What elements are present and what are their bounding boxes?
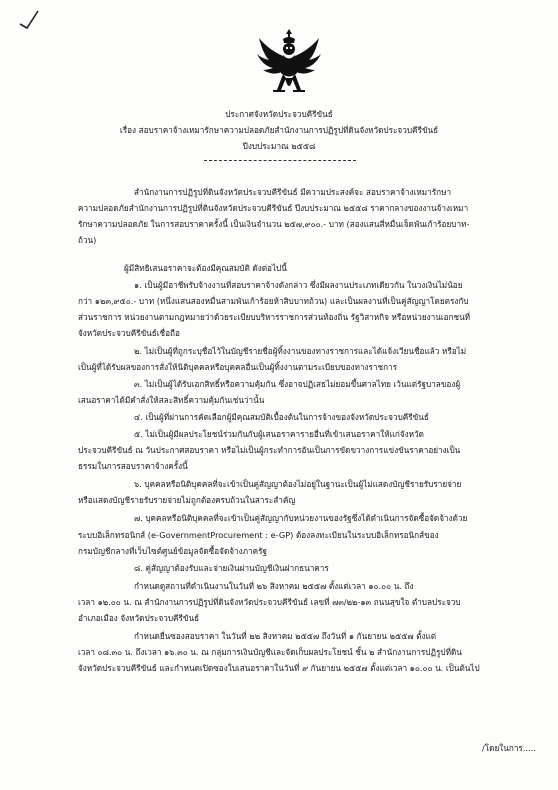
- paragraph-line: กำหนดดูสถานที่ดำเนินงานในวันที่ ๒๖ สิงหาคม ๒๕๕๗ ตั้งแต่เวลา ๑๐.๐๐ น. ถึง: [134, 581, 414, 591]
- paragraph-line: ถ้วน): [78, 235, 97, 245]
- paragraph-line: ๘. คู่สัญญาต้องรับและจ่ายเงินผ่านบัญชีเงินฝากธนาคาร: [134, 563, 329, 573]
- paragraph-line: เวลา ๑๒.๐๐ น. ณ สำนักงานการปฏิรูปที่ดินจังหวัดประจวบคีรีขันธ์ เลขที่ ๗๓/๒๒-๑๓ ถนนสุขใจ ตำบลประจวบ: [78, 597, 461, 607]
- announcement-title: ประกาศจังหวัดประจวบคีรีขันธ์: [225, 109, 333, 119]
- paragraph-line: เวลา ๐๘.๓๐ น. ถึงเวลา ๑๖.๓๐ น. ณ กลุ่มการเงินบัญชีและจัดเก็บผลประโยชน์ ชั้น ๒ สำนักงานการปฏิรูปที่ดิน: [78, 647, 462, 657]
- paragraph-line: ผู้มีสิทธิเสนอราคาจะต้องมีคุณสมบัติ ดังต่อไปนี้: [124, 263, 287, 273]
- paragraph-line: ๓. ไม่เป็นผู้ได้รับเอกสิทธิ์หรือความคุ้มกัน ซึ่งอาจปฏิเสธไม่ยอมขึ้นศาลไทย เว้นแต่รัฐบาลของผู้: [134, 379, 461, 389]
- paragraph-line: ประจวบคีรีขันธ์ ณ วันประกาศสอบราคา หรือไม่เป็นผู้กระทำการอันเป็นการขัดขวางการแข่งขันราคาอย่างเป็น: [78, 445, 461, 455]
- continuation-note: /โดยในการ.....: [482, 743, 536, 753]
- announcement-subject: เรื่อง สอบราคาจ้างเหมารักษาความปลอดภัยสำนักงานการปฏิรูปที่ดินจังหวัดประจวบคีรีขันธ์: [119, 125, 439, 135]
- garuda-emblem-icon: [253, 28, 325, 100]
- paragraph-line: ๗. บุคคลหรือนิติบุคคลที่จะเข้าเป็นคู่สัญญากับหน่วยงานของรัฐซึ่งได้ดำเนินการจัดซื้อจัดจ้างด้วย: [134, 513, 468, 523]
- corner-check-mark-icon: [18, 8, 40, 30]
- paragraph-line: จังหวัดประจวบคีรีขันธ์ และกำหนดเปิดซองใบเสนอราคาในวันที่ ๙ กันยายน ๒๕๕๗ ตั้งแต่เวลา ๑๐.๐๐ น. เป็นต้นไป: [78, 663, 480, 673]
- paragraph-line: ความปลอดภัยสำนักงานการปฏิรูปที่ดินจังหวัดประจวบคีรีขันธ์ ปีงบประมาณ ๒๕๕๘ ราคากลางของงานจ้างเหมา: [78, 203, 469, 213]
- paragraph-line: ธรรมในการสอบราคาจ้างครั้งนี้: [78, 461, 188, 471]
- paragraph-line: ๑. เป็นผู้มีอาชีพรับจ้างงานที่สอบราคาจ้างดังกล่าว ซึ่งมีผลงานประเภทเดียวกัน ในวงเงินไม่น้อย: [134, 280, 463, 290]
- paragraph-line: รักษาความปลอดภัย ในการสอบราคาครั้งนี้ เป็นเงินจำนวน ๒๕๗,๙๐๐.- บาท (สองแสนสี่หมื่นเจ็ดพันเก้าร้อยบาท-: [78, 219, 470, 229]
- paragraph-line: เสนอราคาได้มีคำสั่งให้สละสิทธิ์ความคุ้มกันเช่นว่านั้น: [78, 395, 265, 405]
- paragraph-line: หรือแสดงบัญชีรายรับรายจ่ายไม่ถูกต้องครบถ้วนในสาระสำคัญ: [78, 495, 296, 505]
- paragraph-line: ๔. เป็นผู้ที่ผ่านการคัดเลือกผู้มีคุณสมบัติเบื้องต้นในการจ้างของจังหวัดประจวบคีรีขันธ์: [134, 412, 429, 422]
- paragraph-line: ๕. ไม่เป็นผู้มีผลประโยชน์ร่วมกันกับผู้เสนอราคารายอื่นที่เข้าเสนอราคาให้แก่จังหวัด: [134, 429, 424, 439]
- fiscal-year: ปีงบประมาณ ๒๕๕๘: [242, 141, 316, 151]
- header-divider: [204, 160, 356, 161]
- paragraph-line: กำหนดยื่นซองสอบราคา ในวันที่ ๒๒ สิงหาคม ๒๕๕๗ ถึงวันที่ ๑ กันยายน ๒๕๕๗ ตั้งแต่: [134, 631, 437, 641]
- paragraph-line: ระบบอิเล็กทรอนิกส์ (e-GovernmentProcurement : e-GP) ต้องลงทะเบียนในระบบอิเล็กทรอนิกส์ของ: [78, 530, 439, 540]
- paragraph-line: กรมบัญชีกลางที่เว็บไซต์ศูนย์ข้อมูลจัดซื้อจัดจ้างภาครัฐ: [78, 546, 268, 556]
- paragraph-line: ส่วนราชการ หน่วยงานตามกฎหมายว่าด้วยระเบียบบริหารราชการส่วนท้องถิ่น รัฐวิสาหกิจ หรือหน่วยงานเอกชนที่: [78, 312, 471, 322]
- paragraph-line: กว่า ๑๒๓,๙๕๐.- บาท (หนึ่งแสนสองหมื่นสามพันเก้าร้อยห้าสิบบาทถ้วน) และเป็นผลงานที่เป็นคู่สัญญาโดยตรงกับ: [78, 296, 469, 306]
- paragraph-line: อำเภอเมือง จังหวัดประจวบคีรีขันธ์: [78, 613, 200, 623]
- paragraph-line: เป็นผู้ที่ได้รับผลของการสั่งให้นิติบุคคลหรือบุคคลอื่นเป็นผู้ทิ้งงานตามระเบียบของทางราชการ: [78, 362, 398, 372]
- paragraph-line: ๖. บุคคลหรือนิติบุคคลที่จะเข้าเป็นคู่สัญญาต้องไม่อยู่ในฐานะเป็นผู้ไม่แสดงบัญชีรายรับรายจ่าย: [134, 479, 462, 489]
- paragraph-line: จังหวัดประจวบคีรีขันธ์เชื่อถือ: [78, 328, 180, 338]
- paragraph-line: ๒. ไม่เป็นผู้ที่ถูกระบุชื่อไว้ในบัญชีรายชื่อผู้ทิ้งงานของทางราชการและได้แจ้งเวียนชื่อแล้ว หรือไม่: [134, 346, 467, 356]
- paragraph-line: สำนักงานการปฏิรูปที่ดินจังหวัดประจวบคีรีขันธ์ มีความประสงค์จะ สอบราคาจ้างเหมารักษา: [134, 187, 452, 197]
